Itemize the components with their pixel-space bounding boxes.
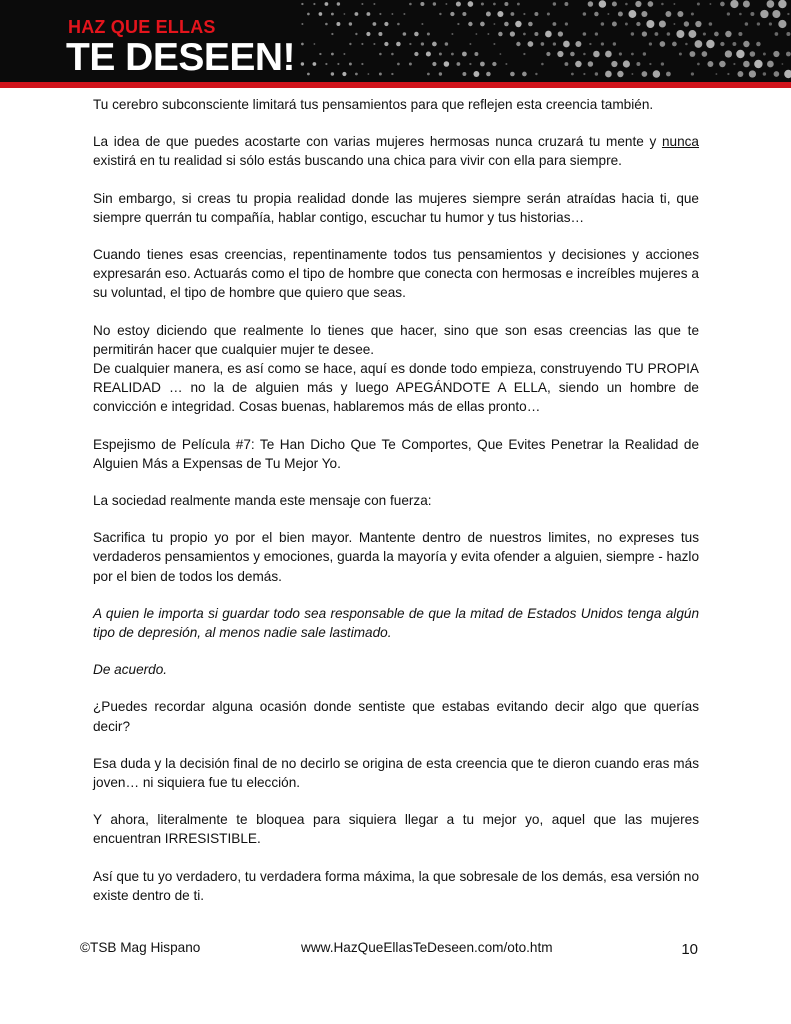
paragraph: Cuando tienes esas creencias, repentinamente todos tus pensamientos y decisiones y acciones expresarán eso. Actuarás como el tipo de hombre que conecta con hermosas e increíbles mujeres a su voluntad, el tipo de hombre que quiero que seas. [93, 247, 699, 301]
website-url[interactable]: www.HazQueEllasTeDeseen.com/oto.htm [301, 940, 553, 955]
italic-paragraph: A quien le importa si guardar todo sea responsable de que la mitad de Estados Unidos tenga algún tipo de depresión, al menos nadie sale lastimado. [93, 605, 699, 641]
paragraph: ¿Puedes recordar alguna ocasión donde sentiste que estabas evitando decir algo que querías decir? [93, 699, 699, 734]
paragraph-text: existirá en tu realidad si sólo estás buscando una chica para vivir con ella para siempre. [93, 153, 622, 169]
underlined-word: nunca [661, 134, 699, 150]
paragraph-text: La idea de que puedes acostarte con varias mujeres hermosas nunca cruzará tu mente y [93, 134, 662, 150]
paragraph: De cualquier manera, es así como se hace, aquí es donde todo empieza, construyendo TU PROPIA REALIDAD … no la de alguien más y luego APEGÁNDOTE A ELLA, siendo un hombre de convicción e integridad. Cosas buenas, hablaremos más de ellas pronto… [93, 361, 699, 415]
copyright-text: ©TSB Mag Hispano [80, 940, 201, 955]
page-footer [80, 940, 700, 962]
brand-title: TE DESEEN! [66, 36, 296, 79]
paragraph: Y ahora, literalmente te bloquea para siquiera llegar a tu mejor yo, aquel que las mujeres encuentran IRRESISTIBLE. [93, 812, 699, 847]
paragraph: Tu cerebro subconsciente limitará tus pensamientos para que reflejen esta creencia también. [93, 97, 654, 112]
paragraph: Sacrifica tu propio yo por el bien mayor. Mantente dentro de nuestros limites, no expreses tus verdaderos pensamientos y emociones, guarda la mayoría y evita ofender a alguien, siempre - hazlo por el bien de todos los demás. [93, 530, 700, 584]
italic-paragraph: De acuerdo. [93, 662, 168, 678]
header-banner [0, 0, 791, 82]
header-accent-line [0, 82, 791, 88]
page-number: 10 [681, 941, 698, 958]
brand-tagline: HAZ QUE ELLAS [68, 17, 216, 37]
page-body [93, 95, 699, 923]
paragraph: Así que tu yo verdadero, tu verdadera forma máxima, la que sobresale de los demás, esa versión no existe dentro de ti. [93, 868, 700, 903]
paragraph: Sin embargo, si creas tu propia realidad donde las mujeres siempre serán atraídas hacia ti, que siempre querrán tu compañía, hablar contigo, escuchar tu humor y tus historias… [93, 190, 699, 225]
section-heading: Espejismo de Película #7: Te Han Dicho Que Te Comportes, Que Evites Penetrar la Realidad de Alguien Más a Expensas de Tu Mejor Yo. [93, 436, 699, 471]
paragraph: Esa duda y la decisión final de no decirlo se origina de esta creencia que te dieron cuando eras más joven… ni siquiera fue tu elección. [93, 755, 699, 791]
paragraph: La sociedad realmente manda este mensaje con fuerza: [93, 493, 432, 509]
paragraph [93, 132, 699, 170]
paragraph: No estoy diciendo que realmente lo tienes que hacer, sino que son esas creencias las que te permitirán hacer que cualquier mujer te desee. [93, 322, 699, 357]
